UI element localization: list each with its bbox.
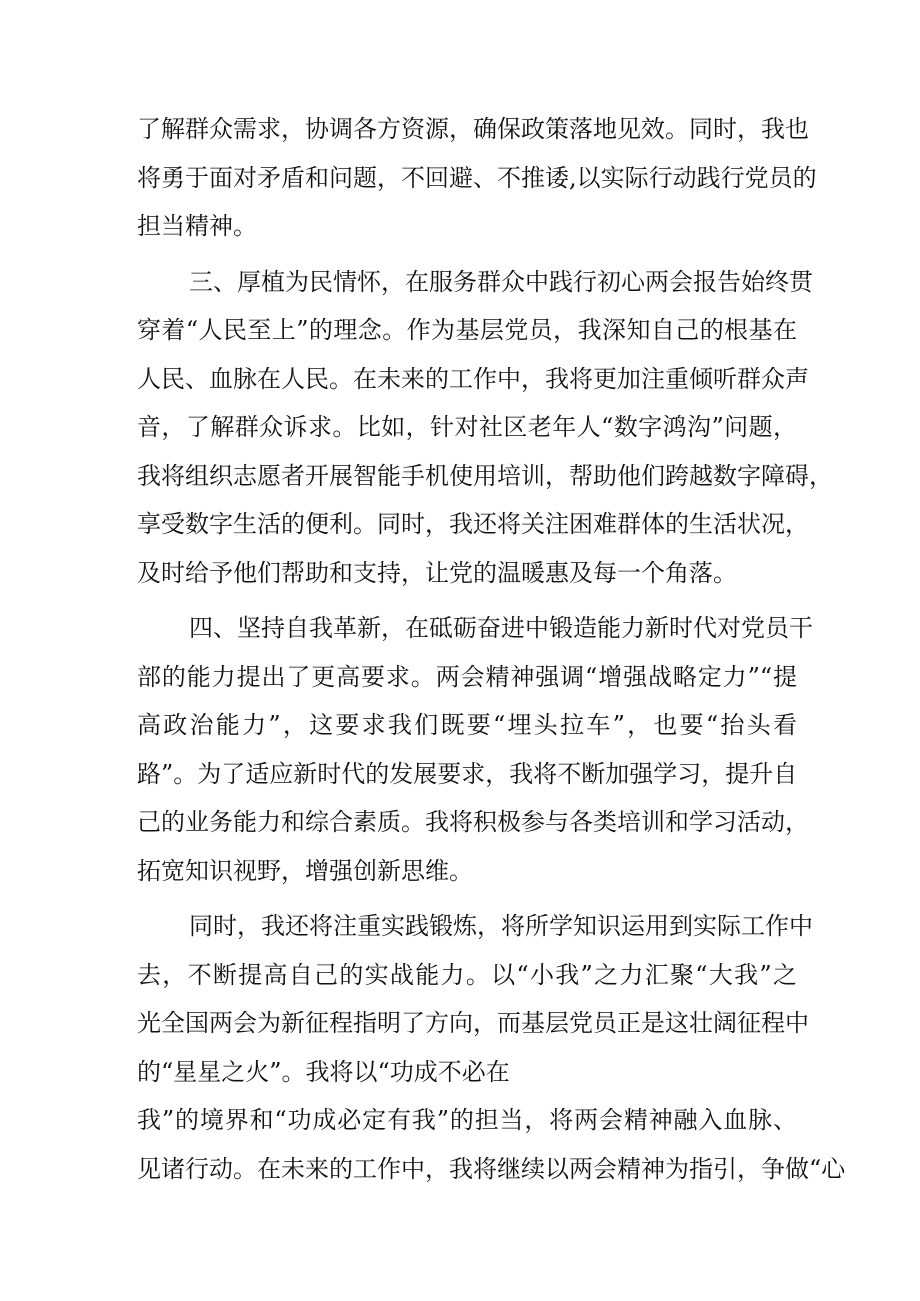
text-line: 音，了解群众诉求。比如，针对社区老年人“数字鸿沟”问题，	[137, 413, 797, 441]
paragraph-gap	[137, 251, 797, 258]
text-line: 己的业务能力和综合素质。我将积极参与各类培训和学习活动，	[137, 808, 809, 836]
text-line: 将勇于面对矛盾和问题，不回避、不推诿,以实际行动践行党员的	[137, 163, 817, 192]
text-line: 我”的境界和“功成必定有我”的担当，将两会精神融入血脉、	[137, 1106, 797, 1134]
text-line: 光全国两会为新征程指明了方向，而基层党员正是这壮阔征程中	[137, 1009, 809, 1037]
text-line: 部的能力提出了更高要求。两会精神强调“增强战略定力”“提	[137, 662, 797, 691]
text-line: 我将组织志愿者开展智能手机使用培训，帮助他们跨越数字障碍，	[137, 461, 833, 490]
text-line: 及时给予他们帮助和支持，让党的温暖惠及每一个角落。	[137, 558, 737, 587]
paragraph-3	[137, 604, 813, 895]
text-line: 享受数字生活的便利。同时，我还将关注困难群体的生活状况，	[137, 510, 809, 538]
text-line: 三、厚植为民情怀，在服务群众中践行初心两会报告始终贯	[189, 267, 813, 296]
text-line: 见诸行动。在未来的工作中，我将继续以两会精神为指引，争做“心	[137, 1154, 846, 1183]
text-line: 人民、血脉在人民。在未来的工作中，我将更加注重倾听群众声	[137, 364, 809, 393]
text-line: 了解群众需求，协调各方资源，确保政策落地见效。同时，我也	[137, 115, 809, 143]
paragraph-4	[137, 902, 846, 1193]
text-line: 高政治能力”，这要求我们既要“埋头拉车”，也要“抬头看	[137, 711, 797, 739]
text-line: 四、坚持自我革新，在砥砺奋进中锻造能力新时代对党员干	[189, 614, 813, 642]
document-body	[137, 105, 846, 1193]
text-line: 担当精神。	[137, 212, 257, 240]
text-line: 的“星星之火”。我将以“功成不必在	[137, 1057, 510, 1086]
text-line: 路”。为了适应新时代的发展要求，我将不断加强学习，提升自	[137, 759, 798, 788]
paragraph-2	[137, 258, 833, 598]
text-line: 同时，我还将注重实践锻炼，将所学知识运用到实际工作中	[189, 912, 813, 940]
paragraph-gap	[137, 895, 797, 902]
text-line: 去，不断提高自己的实战能力。以“小我”之力汇聚“大我”之	[137, 960, 797, 989]
paragraph-gap	[137, 597, 797, 604]
text-line: 拓宽知识视野，增强创新思维。	[137, 856, 473, 885]
text-line: 穿着“人民至上”的理念。作为基层党员，我深知自己的根基在	[137, 316, 797, 344]
paragraph-1	[137, 105, 817, 251]
